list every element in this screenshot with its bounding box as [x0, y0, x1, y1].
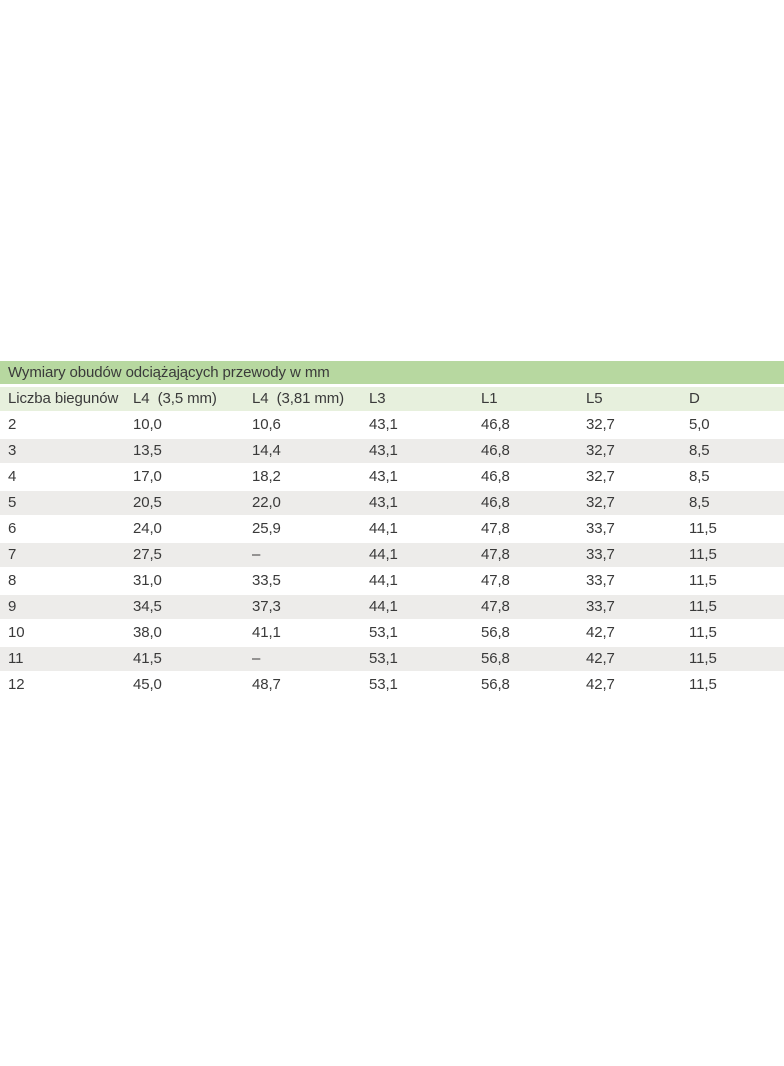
cell: 8,5 [689, 494, 710, 511]
table-row [0, 413, 784, 437]
cell: 18,2 [252, 468, 281, 485]
cell: 56,8 [481, 650, 510, 667]
cell: 53,1 [369, 676, 398, 693]
cell: 6 [8, 520, 17, 537]
cell: 5,0 [689, 416, 710, 433]
cell: 43,1 [369, 416, 398, 433]
table-row [0, 491, 784, 515]
cell: 56,8 [481, 624, 510, 641]
cell: 56,8 [481, 676, 510, 693]
cell: 42,7 [586, 624, 615, 641]
cell: 32,7 [586, 468, 615, 485]
table-row [0, 517, 784, 541]
column-header: L5 [586, 390, 603, 407]
cell: 17,0 [133, 468, 162, 485]
cell: – [252, 546, 261, 563]
cell: 44,1 [369, 598, 398, 615]
cell: 33,7 [586, 598, 615, 615]
table-title-bar [0, 361, 784, 384]
cell: 46,8 [481, 494, 510, 511]
cell: 32,7 [586, 494, 615, 511]
cell: 8,5 [689, 468, 710, 485]
cell: 2 [8, 416, 17, 433]
cell: 42,7 [586, 676, 615, 693]
cell: 11,5 [689, 676, 717, 693]
table-title: Wymiary obudów odciążających przewody w mm [8, 364, 330, 381]
cell: 38,0 [133, 624, 162, 641]
cell: 11 [8, 650, 24, 667]
cell: 11,5 [689, 624, 717, 641]
cell: 41,1 [252, 624, 281, 641]
table-row [0, 673, 784, 697]
cell: 53,1 [369, 624, 398, 641]
table-row [0, 647, 784, 671]
cell: 44,1 [369, 546, 398, 563]
cell: 33,7 [586, 572, 615, 589]
cell: 31,0 [133, 572, 162, 589]
cell: 9 [8, 598, 17, 615]
cell: 47,8 [481, 572, 510, 589]
cell: 46,8 [481, 442, 510, 459]
cell: 3 [8, 442, 17, 459]
cell: 33,7 [586, 546, 615, 563]
table-row [0, 543, 784, 567]
cell: 33,7 [586, 520, 615, 537]
cell: 11,5 [689, 650, 717, 667]
table-row [0, 439, 784, 463]
cell: 13,5 [133, 442, 162, 459]
column-header: L1 [481, 390, 498, 407]
table-row [0, 621, 784, 645]
cell: 5 [8, 494, 17, 511]
cell: 4 [8, 468, 17, 485]
column-header: L4 (3,5 mm) [133, 390, 217, 407]
column-header: L4 (3,81 mm) [252, 390, 345, 407]
column-header: Liczba biegunów [8, 390, 119, 407]
cell: 11,5 [689, 598, 717, 615]
cell: 14,4 [252, 442, 281, 459]
cell: 46,8 [481, 416, 510, 433]
dimensions-table [0, 361, 784, 699]
cell: 8 [8, 572, 17, 589]
cell: 44,1 [369, 520, 398, 537]
cell: 45,0 [133, 676, 162, 693]
cell: 47,8 [481, 546, 510, 563]
cell: 7 [8, 546, 17, 563]
cell: 10,0 [133, 416, 162, 433]
cell: 41,5 [133, 650, 162, 667]
cell: – [252, 650, 261, 667]
cell: 10 [8, 624, 25, 641]
column-header: L3 [369, 390, 386, 407]
cell: 12 [8, 676, 25, 693]
cell: 24,0 [133, 520, 162, 537]
cell: 8,5 [689, 442, 710, 459]
table-header-row [0, 387, 784, 411]
cell: 32,7 [586, 442, 615, 459]
table-body [0, 413, 784, 697]
cell: 32,7 [586, 416, 615, 433]
cell: 20,5 [133, 494, 162, 511]
cell: 42,7 [586, 650, 615, 667]
cell: 47,8 [481, 520, 510, 537]
table-row [0, 569, 784, 593]
cell: 37,3 [252, 598, 281, 615]
cell: 44,1 [369, 572, 398, 589]
cell: 53,1 [369, 650, 398, 667]
cell: 10,6 [252, 416, 281, 433]
cell: 46,8 [481, 468, 510, 485]
table-row [0, 595, 784, 619]
column-header: D [689, 390, 700, 407]
cell: 43,1 [369, 442, 398, 459]
cell: 43,1 [369, 494, 398, 511]
cell: 27,5 [133, 546, 162, 563]
cell: 34,5 [133, 598, 162, 615]
cell: 22,0 [252, 494, 281, 511]
cell: 11,5 [689, 520, 717, 537]
cell: 48,7 [252, 676, 281, 693]
cell: 33,5 [252, 572, 281, 589]
cell: 11,5 [689, 546, 717, 563]
cell: 11,5 [689, 572, 717, 589]
cell: 47,8 [481, 598, 510, 615]
table-row [0, 465, 784, 489]
cell: 25,9 [252, 520, 281, 537]
cell: 43,1 [369, 468, 398, 485]
